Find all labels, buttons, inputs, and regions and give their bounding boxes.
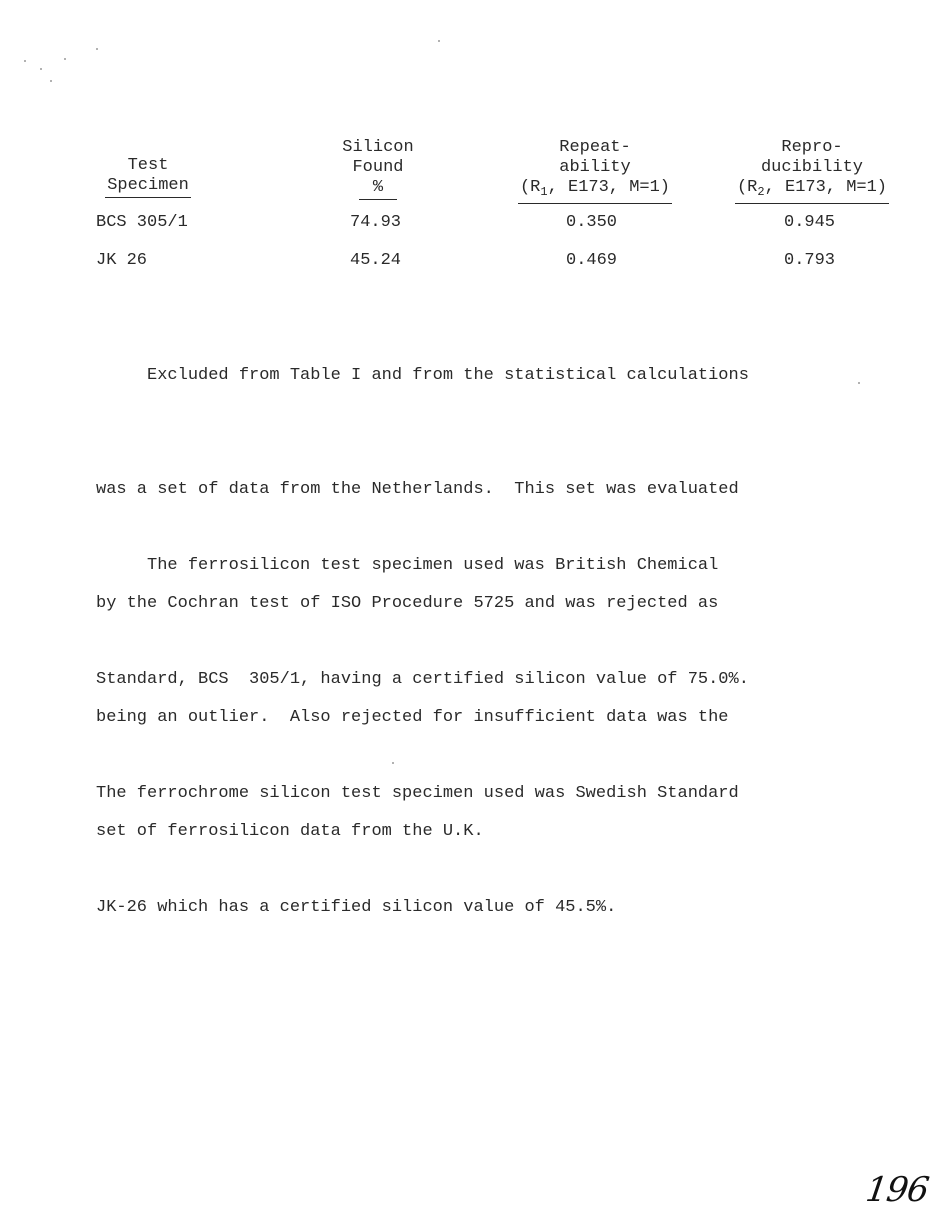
header-repro-line2: ducibility: [760, 158, 864, 177]
header-test-line2: Specimen: [105, 177, 191, 198]
scan-speck: [858, 382, 860, 384]
table-row-1-specimen: BCS 305/1: [96, 213, 188, 232]
header-repro-unit: [735, 179, 889, 204]
scan-speck: [50, 80, 52, 82]
repeat-unit-sub: 1: [540, 185, 548, 199]
scan-speck: [392, 762, 394, 764]
scan-speck: [24, 60, 26, 62]
paragraph-line: Standard, BCS 305/1, having a certified silicon value of 75.0%.: [96, 670, 749, 689]
header-repro-line1: Repro-: [781, 138, 843, 157]
paragraph-line: set of ferrosilicon data from the U.K.: [96, 822, 484, 841]
header-test-line1: Test: [127, 156, 169, 175]
table-row-1-silicon: 74.93: [350, 213, 402, 232]
table-row-2-reproducibility: 0.793: [784, 251, 836, 270]
repeat-unit-rest: , E173, M=1): [547, 178, 671, 197]
paragraph-line: by the Cochran test of ISO Procedure 5725 and was rejected as: [96, 594, 719, 613]
paragraph-line: was a set of data from the Netherlands. This set was evaluated: [96, 480, 739, 499]
repro-unit-open: (R: [736, 178, 758, 197]
header-repeatability: [505, 138, 685, 204]
header-silicon-line2: Found: [352, 158, 404, 177]
table-row-2-specimen: JK 26: [96, 251, 148, 270]
scan-speck: [64, 58, 66, 60]
table-row-1-reproducibility: 0.945: [784, 213, 836, 232]
scan-speck: [40, 68, 42, 70]
table-row-1-repeatability: 0.350: [566, 213, 618, 232]
paragraph-line: Excluded from Table I and from the statistical calculations: [96, 366, 749, 385]
paragraph-line: The ferrochrome silicon test specimen used was Swedish Standard: [96, 784, 739, 803]
header-reproducibility: [722, 138, 902, 204]
header-repeat-line2: ability: [559, 158, 631, 177]
table-row-2-silicon: 45.24: [350, 251, 402, 270]
page-number: 196: [863, 1170, 931, 1210]
header-test-specimen: [96, 156, 200, 198]
header-repeat-line1: Repeat-: [559, 138, 631, 157]
paragraph-test-specimens: [96, 471, 896, 1003]
repro-unit-sub: 2: [757, 185, 765, 199]
header-silicon-line1: Silicon: [342, 138, 414, 157]
header-silicon-unit: %: [359, 179, 397, 200]
table-row-2-repeatability: 0.469: [566, 251, 618, 270]
repeat-unit-open: (R: [519, 178, 541, 197]
header-silicon-found: [330, 138, 426, 200]
paragraph-line: JK-26 which has a certified silicon value of 45.5%.: [96, 898, 617, 917]
scan-speck: [438, 40, 440, 42]
header-repeat-unit: [518, 179, 672, 204]
scan-speck: [96, 48, 98, 50]
repro-unit-rest: , E173, M=1): [764, 178, 888, 197]
paragraph-line: The ferrosilicon test specimen used was British Chemical: [96, 556, 719, 575]
paragraph-line: being an outlier. Also rejected for insufficient data was the: [96, 708, 729, 727]
